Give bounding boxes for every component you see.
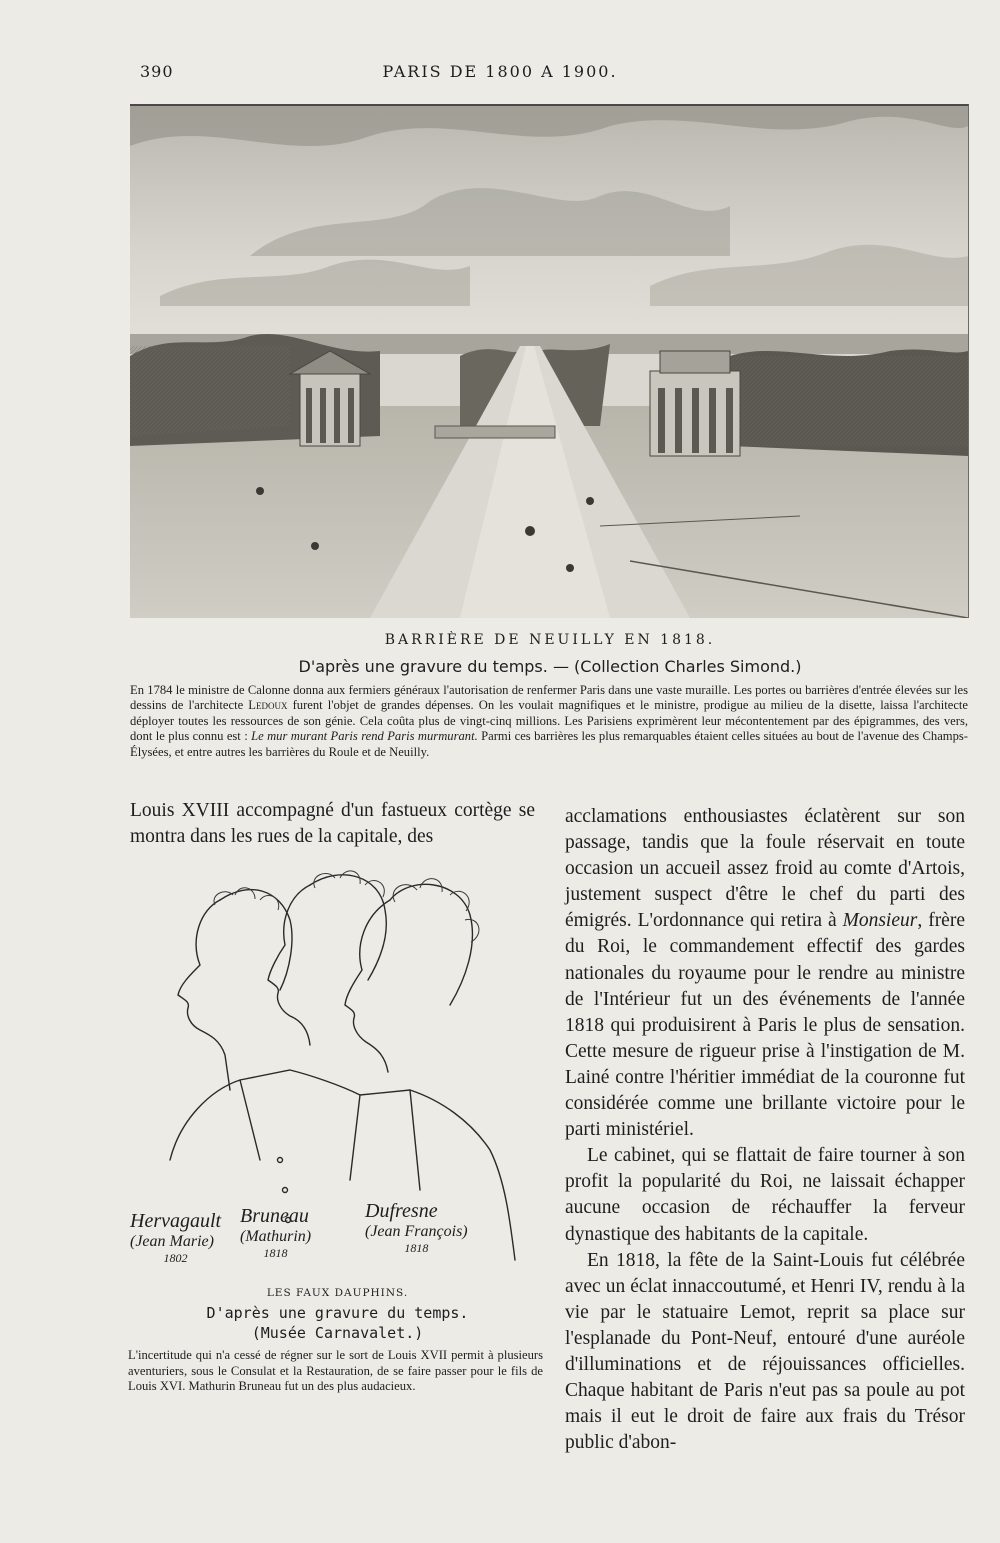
plate-note: [130, 683, 968, 760]
signature-name: Bruneau: [240, 1205, 309, 1227]
paragraph-1-text-b: , frère du Roi, le commandement effectif des gardes nationales du royaume pour le rendre au ministre de l'Intérieur fut un des événements de l'année 1818 qui produisirent à Paris le plus de sensation. Cette mesure de rigueur prise à l'instigation de M. Lainé contre l'héritier immédiat de la couronne fut considérée comme une brillante victoire pour le parti ministériel.: [565, 910, 965, 1141]
figure-title: LES FAUX DAUPHINS.: [266, 1287, 409, 1299]
signature-name: Dufresne: [365, 1200, 438, 1222]
figure-source-line-2: (Musée Carnavalet.): [251, 1324, 424, 1342]
paragraph-1: [565, 804, 965, 1143]
signature-year: 1818: [404, 1241, 429, 1255]
paragraph-2: Le cabinet, qui se flattait de faire tourner à son profit la popularité du Roi, ne laissait échapper aucune occasion de réchauffer la ferveur dynastique des habitants de la capitale.: [565, 1145, 965, 1245]
paragraph-3: En 1818, la fête de la Saint-Louis fut célébrée avec un éclat innaccoutumé, et Henri IV, rendu à la vie par le statuaire Lemot, reprit sa place sur l'esplanade du Pont-Neuf, entouré d'une auréole d'illuminations et de réjouissances officielles. Chaque habitant de Paris n'eut pas sa poule au pot mais il eut le droit de faire aux frais du Trésor public d'abon-: [565, 1249, 965, 1454]
right-column-text: [565, 804, 965, 1456]
plate-source: D'après une gravure du temps. — (Collection Charles Simond.): [298, 657, 802, 676]
figure-source-line-1: D'après une gravure du temps.: [206, 1304, 469, 1322]
signature-bruneau: [240, 1205, 311, 1261]
architect-name: Ledoux: [248, 698, 288, 713]
paragraph-1-text-a: acclamations enthousiastes éclatèrent sur son passage, tandis que la foule réservait en toute occasion un accueil assez froid au comte d'Artois, justement suspect d'être le chef du parti des émigrés. L'ordonnance qui retira à: [565, 806, 965, 932]
plate-title: BARRIÈRE DE NEUILLY EN 1818.: [384, 632, 716, 648]
running-head: [0, 62, 1000, 86]
signature-given-name: (Jean Marie): [130, 1233, 214, 1250]
signature-year: 1802: [163, 1251, 188, 1265]
signature-name: Hervagault: [130, 1210, 222, 1232]
engraving-barriere-de-neuilly: [130, 104, 969, 618]
signature-hervagault: [130, 1210, 221, 1266]
figure-source: [130, 1303, 545, 1343]
signature-year: 1818: [263, 1246, 288, 1260]
plate-note-text-1: En 1784 le ministre de Calonne donna aux fermiers généraux l'autorisation de renfermer Paris dans une vaste muraille. Les portes ou barrières d'entrée élevées sur les dessins de l'architecte: [130, 683, 968, 713]
plate-note-text-3: Parmi ces barrières les plus remarquables étaient celles situées au bout de l'avenue des Champs-Élysées, et entre autres les barrières du Roule et de Neuilly.: [130, 729, 968, 759]
figure-note: L'incertitude qui n'a cessé de régner sur le sort de Louis XVII permit à plusieurs aventuriers, sous le Consulat et la Restauration, de se faire passer pour le fils de Louis XVI. Mathurin Bruneau fut un des plus audacieux.: [128, 1348, 543, 1393]
signature-given-name: (Mathurin): [240, 1228, 312, 1245]
running-title: PARIS DE 1800 A 1900.: [382, 62, 618, 81]
monsieur-italic: Monsieur: [842, 910, 918, 932]
left-column-text: Louis XVIII accompagné d'un fastueux cortège se montra dans les rues de la capitale, des: [130, 800, 535, 847]
signature-dufresne: [365, 1200, 468, 1256]
plate-note-text-2: furent l'objet de grandes dépenses. On les voulait magnifiques et le ministre, prodigue au milieu de la disette, laissa l'architecte déployer toutes les ressources de son génie. Cela coûta plus de vingt-cinq millions. Les Parisiens exprimèrent leur mécontentement par des épigrammes, des vers, dont le plus connu est :: [130, 698, 968, 744]
signature-given-name: (Jean François): [365, 1223, 468, 1240]
faux-dauphins-portrait: [110, 860, 570, 1280]
page-number: 390: [140, 62, 174, 81]
epigram-quote: Le mur murant Paris rend Paris murmurant.: [251, 729, 478, 744]
